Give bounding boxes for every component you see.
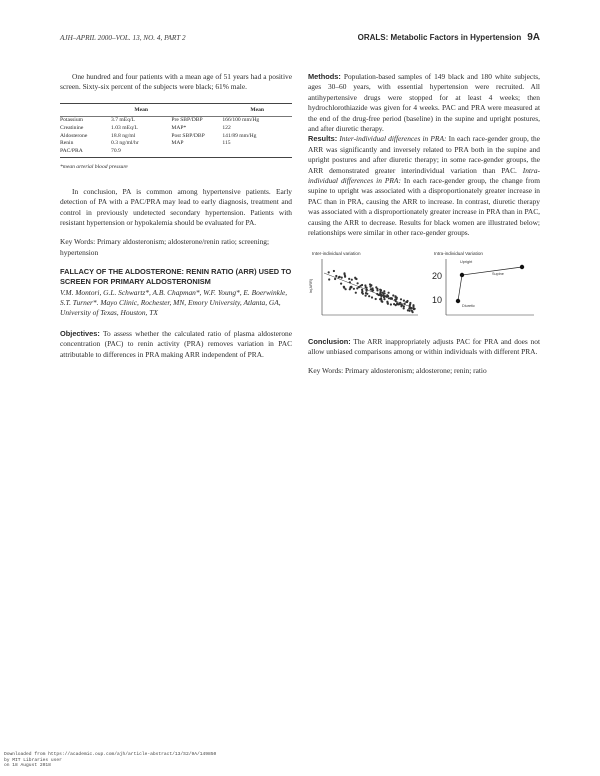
scatter-point [343,285,345,287]
scatter-point [365,292,367,294]
scatter-point [357,282,359,284]
abstract-title: FALLACY OF THE ALDOSTERONE: RENIN RATIO (ARR) USED TO SCREEN FOR PRIMARY ALDOSTERONISM [60,267,292,287]
table-row [60,148,292,158]
table-row [60,133,292,141]
objectives-paragraph [60,329,292,360]
table-row [60,125,292,133]
scatter-point [412,305,414,307]
scatter-point [365,286,367,288]
results-paragraph [308,134,540,238]
left-column [60,72,292,360]
fig2-line [458,267,522,301]
results-text-intra: In each race-gender group, the change from supine to upright was associated with a disproportionately greater increase in PAC than in PRA, causing the ARR to increase. In contrast, diuretic therapy was associated with a disproportionately greater increase in PRA than in PAC, causing the ARR to decrease. Results for black women are illustrated below; relationships were similar in other race-gender groups. [308,176,540,238]
table-cell: Aldosterone [60,132,88,139]
scatter-point [406,299,408,301]
running-header-journal: AJH–APRIL 2000–VOL. 13, NO. 4, PART 2 [60,34,186,42]
download-footer [4,752,216,769]
scatter-point [340,282,342,284]
table-cell: 141/89 mm/Hg [222,132,257,139]
scatter-point [390,303,392,305]
section-title: ORALS: Metabolic Factors in Hypertension [357,33,522,42]
table-header-cell [171,103,222,117]
fig2-point-upright [520,264,524,268]
table-header-cell: Mean [222,103,292,117]
scatter-point [333,269,335,271]
fig2-point-supine [460,272,464,276]
keywords-right: Key Words: Primary aldosteronism; aldosterone; renin; ratio [308,366,487,376]
table-cell: Post SBP/DBP [171,132,205,139]
scatter-point [335,274,337,276]
table-cell [171,148,222,158]
table-header-cell: Mean [111,103,171,117]
author-list: V.M. Montori, G.L. Schwartz*, A.B. Chapman*, W.F. Young*, E. Boerwinkle, S.T. Turner*. Mayo Clinic, Rochester, MN, Emory University, Atlanta, GA, University of Texas, Houston, TX [60,287,288,318]
intro-paragraph: One hundred and four patients with a mean age of 51 years had a positive screen. Sixty-six percent of the subjects were black; 61% male. [60,72,292,92]
footer-line: Downloaded from https://academic.oup.com/ajh/article-abstract/13/S2/9A/149850 [4,752,217,757]
fig1-regression-line [324,273,416,309]
scatter-point [328,271,330,273]
keywords-left: Key Words: Primary aldosteronism; aldosterone/renin ratio; screening; hypertension [60,237,270,257]
table-cell: 166/100 mm/Hg [222,117,260,124]
fig2-label-diuretic: Diuretic [462,303,475,308]
fig2-point-diuretic [456,298,460,302]
page-number: 9A [527,32,540,43]
lab-values-table [60,103,292,159]
scatter-point [387,302,389,304]
table-cell: 122 [222,125,231,131]
scatter-point [409,301,411,303]
scatter-point [383,290,385,292]
scatter-point [371,288,373,290]
scatter-point [355,291,357,293]
scatter-point [380,297,382,299]
table-cell [222,148,292,158]
table-cell: MAP [171,140,184,147]
scatter-point [368,295,370,297]
table-cell: 1.03 mEq/L [111,125,138,131]
scatter-point [400,305,402,307]
table-cell: 0.3 ng/ml/hr [111,140,139,147]
table-cell: 115 [222,140,231,147]
scatter-point [356,287,358,289]
scatter-point [381,300,383,302]
scatter-point [375,286,377,288]
conclusion-paragraph: In conclusion, PA is common among hypertensive patients. Early detection of PA with a PAC/PRA may lead to early diagnosis, treatment and control in previously undetected secondary hypertension. Patients with resistant hypertension or hypokalemia should be evaluated for PA. [60,186,292,227]
fig2-label-supine: Supine [492,271,504,276]
scatter-point [328,278,330,280]
scatter-point [364,284,366,286]
table-cell: 3.7 mEq/L [111,117,135,124]
scatter-point [351,278,353,280]
table-cell: Pre SBP/DBP [171,117,203,124]
scatter-point [392,294,394,296]
scatter-point [349,288,351,290]
figures-svg [308,249,540,327]
objectives-label: Objectives: [60,328,100,338]
fig2-title: Intra-individual Variation [434,250,483,256]
scatter-point [361,288,363,290]
conclusion-right-text: The ARR inappropriately adjusts PAC for PRA and does not allow unbiased comparisons among or within individuals with different PRA. [308,336,540,356]
scatter-point [334,277,336,279]
table-cell: 70.9 [111,148,171,158]
scatter-point [403,299,405,301]
scatter-point [345,288,347,290]
table-cell: Renin [60,140,74,147]
scatter-point [383,292,385,294]
results-label: Results: [308,134,338,144]
scatter-point [341,276,343,278]
running-header-section [358,32,540,43]
table-cell: PAC/PRA [60,148,111,158]
results-subhead-inter: Inter-individual differences in PRA: [337,134,447,144]
table-header-row [60,103,292,117]
scatter-point [379,292,381,294]
scatter-point [339,275,341,277]
scatter-point [354,276,356,278]
table-cell: 18.8 ng/ml [111,132,136,139]
scatter-point [353,287,355,289]
scatter-point [379,288,381,290]
conclusion-right-paragraph [308,337,540,358]
methods-label: Methods: [308,72,341,81]
table-cell: Potassium [60,117,84,124]
scatter-point [403,307,405,309]
scatter-point [348,277,350,279]
scatter-point [400,298,402,300]
fig1-title: Inter-individual variation [312,250,361,256]
fig2-ytick-20: 20 [432,270,443,281]
table-header-cell [60,103,111,117]
scatter-point [371,296,373,298]
scatter-point [403,305,405,307]
scatter-point [383,298,385,300]
scatter-point [396,296,398,298]
scatter-point [350,285,352,287]
scatter-point [411,309,413,311]
scatter-point [369,285,371,287]
scatter-point [365,294,367,296]
scatter-point [393,303,395,305]
scatter-point [361,283,363,285]
results-subhead-intra: Intra-individual differences in PRA: [308,165,540,186]
scatter-point [375,297,377,299]
fig1-ylabel: ln(ARR) [308,278,313,293]
fig2-label-upright: Upright [460,259,473,264]
footer-line: on 18 August 2018 [4,763,51,769]
scatter-point [376,289,378,291]
scatter-point [388,291,390,293]
methods-paragraph [308,72,540,134]
objectives-text: To assess whether the calculated ratio of plasma aldosterone concentration (PAC) to renin activity (PRA) removes variation in PAC attributable to differences in PRA making ARR independent of PRA. [60,328,292,359]
right-column [308,72,540,377]
footer-line: by MIT Libraries user [4,757,62,763]
methods-text: Population-based samples of 149 black and 180 white subjects, ages 30–60 years, with essential hypertension were recruited. All antihypertensive drugs were stopped for at least 4 weeks; then hydrochlorothiazide was given for 4 weeks. PAC and PRA were measured at the end of the drug-free period (baseline) in the supine and upright postures, and after diuretic therapy. [308,72,540,134]
table-footnote: *mean arterial blood pressure [60,164,128,171]
results-figures [308,249,540,327]
scatter-point [344,275,346,277]
table-row [60,117,292,125]
table-cell: MAP* [171,125,187,131]
conclusion-label: Conclusion: [308,336,351,346]
results-text-inter: In each race-gender group, the ARR was significantly and inversely related to PRA both in the supine and upright postures and after diuretic therapy; in some race-gender groups, the ARR demonstrated greater interindividual variation than PAC. [308,134,540,175]
table-row [60,140,292,148]
scatter-point [386,294,388,296]
table-cell: Creatinine [60,125,84,131]
scatter-point [409,309,411,311]
fig2-ytick-10: 10 [432,294,443,305]
